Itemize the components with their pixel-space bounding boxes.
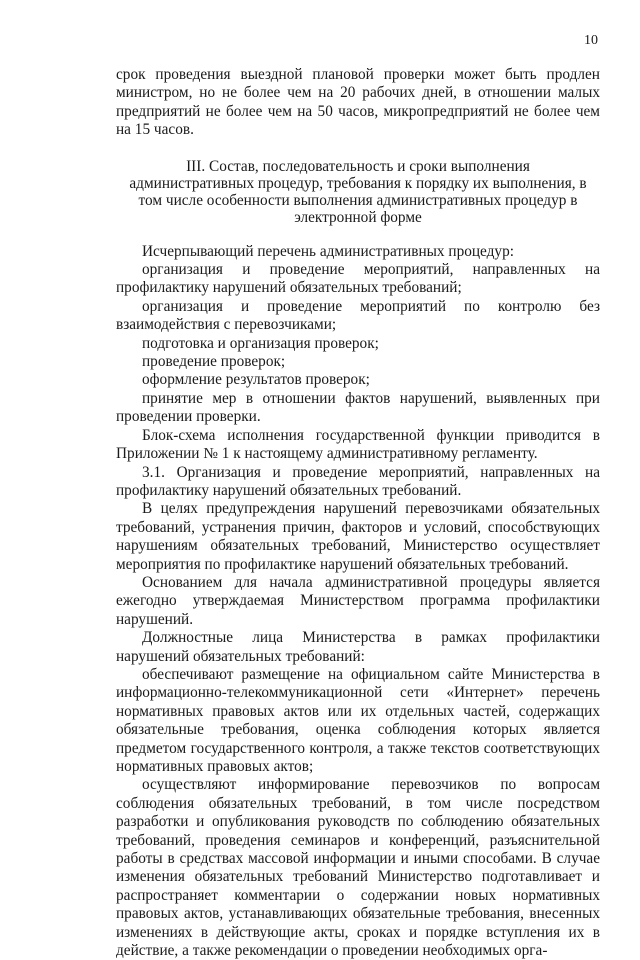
procedure-item: организация и проведение мероприятий, направленных на профилактику нарушений обязательных требований; — [116, 261, 600, 297]
intro-paragraph: срок проведения выездной плановой проверки может быть продлен министром, но не более чем на 20 рабочих дней, в отношении малых предприятий не более чем на 50 часов, микропредприятий не более чем на 15 часов. — [116, 66, 600, 139]
procedure-item: организация и проведение мероприятий по контролю без взаимодействия с перевозчиками; — [116, 297, 600, 334]
procedure-item: проведение проверок; — [142, 353, 286, 371]
list-intro: Исчерпывающий перечень административных процедур: — [142, 242, 514, 260]
procedure-item: оформление результатов проверок; — [142, 371, 370, 389]
body-paragraph: Блок-схема исполнения государственной функции приводится в Приложении № 1 к настоящему административному регламенту. — [116, 426, 600, 463]
body-paragraph: Должностные лица Министерства в рамках профилактики нарушений обязательных требований: — [116, 629, 600, 665]
procedure-item: принятие мер в отношении фактов нарушений, выявленных при проведении проверки. — [116, 389, 600, 426]
page-number: 10 — [584, 33, 598, 48]
document-body — [116, 66, 600, 960]
body-paragraph: В целях предупреждения нарушений перевозчиками обязательных требований, устранения причин, факторов и условий, способствующих нарушениям обязательных требований, Министерство осуществляет мероприятия по профилактике нарушений обязательных требований. — [116, 500, 600, 573]
body-paragraph: Основанием для начала административной процедуры является ежегодно утверждаемая Министерством программа профилактики нарушений. — [116, 573, 600, 628]
body-paragraph: обеспечивают размещение на официальном сайте Министерства в информационно-телекоммуникационной сети «Интернет» перечень нормативных правовых актов или их отдельных частей, содержащих обязательные требования, оценка соблюдения которых является предметом государственного контроля, а также текстов соответствующих нормативных правовых актов; — [116, 665, 600, 775]
body-paragraph: осуществляют информирование перевозчиков по вопросам соблюдения обязательных требований, в том числе посредством разработки и опубликования руководств по соблюдению обязательных требований, проведения семинаров и конференций, разъяснительной работы в средствах массовой информации и иными способами. В случае изменения обязательных требований Министерство подготавливает и распространяет комментарии о содержании новых нормативных правовых актов, устанавливающих обязательные требования, внесенных изменениях в действующие акты, сроках и порядке вступления их в действие, а также рекомендации о проведении необходимых орга- — [116, 776, 600, 960]
section-heading: III. Состав, последовательность и сроки выполнения административных процедур, требования к порядку их выполнения, в том числе особенности выполнения административных процедур в электронной форме — [129, 157, 587, 226]
subsection-heading: 3.1. Организация и проведение мероприятий, направленных на профилактику нарушений обязательных требований. — [116, 463, 600, 499]
procedure-item: подготовка и организация проверок; — [142, 334, 379, 352]
